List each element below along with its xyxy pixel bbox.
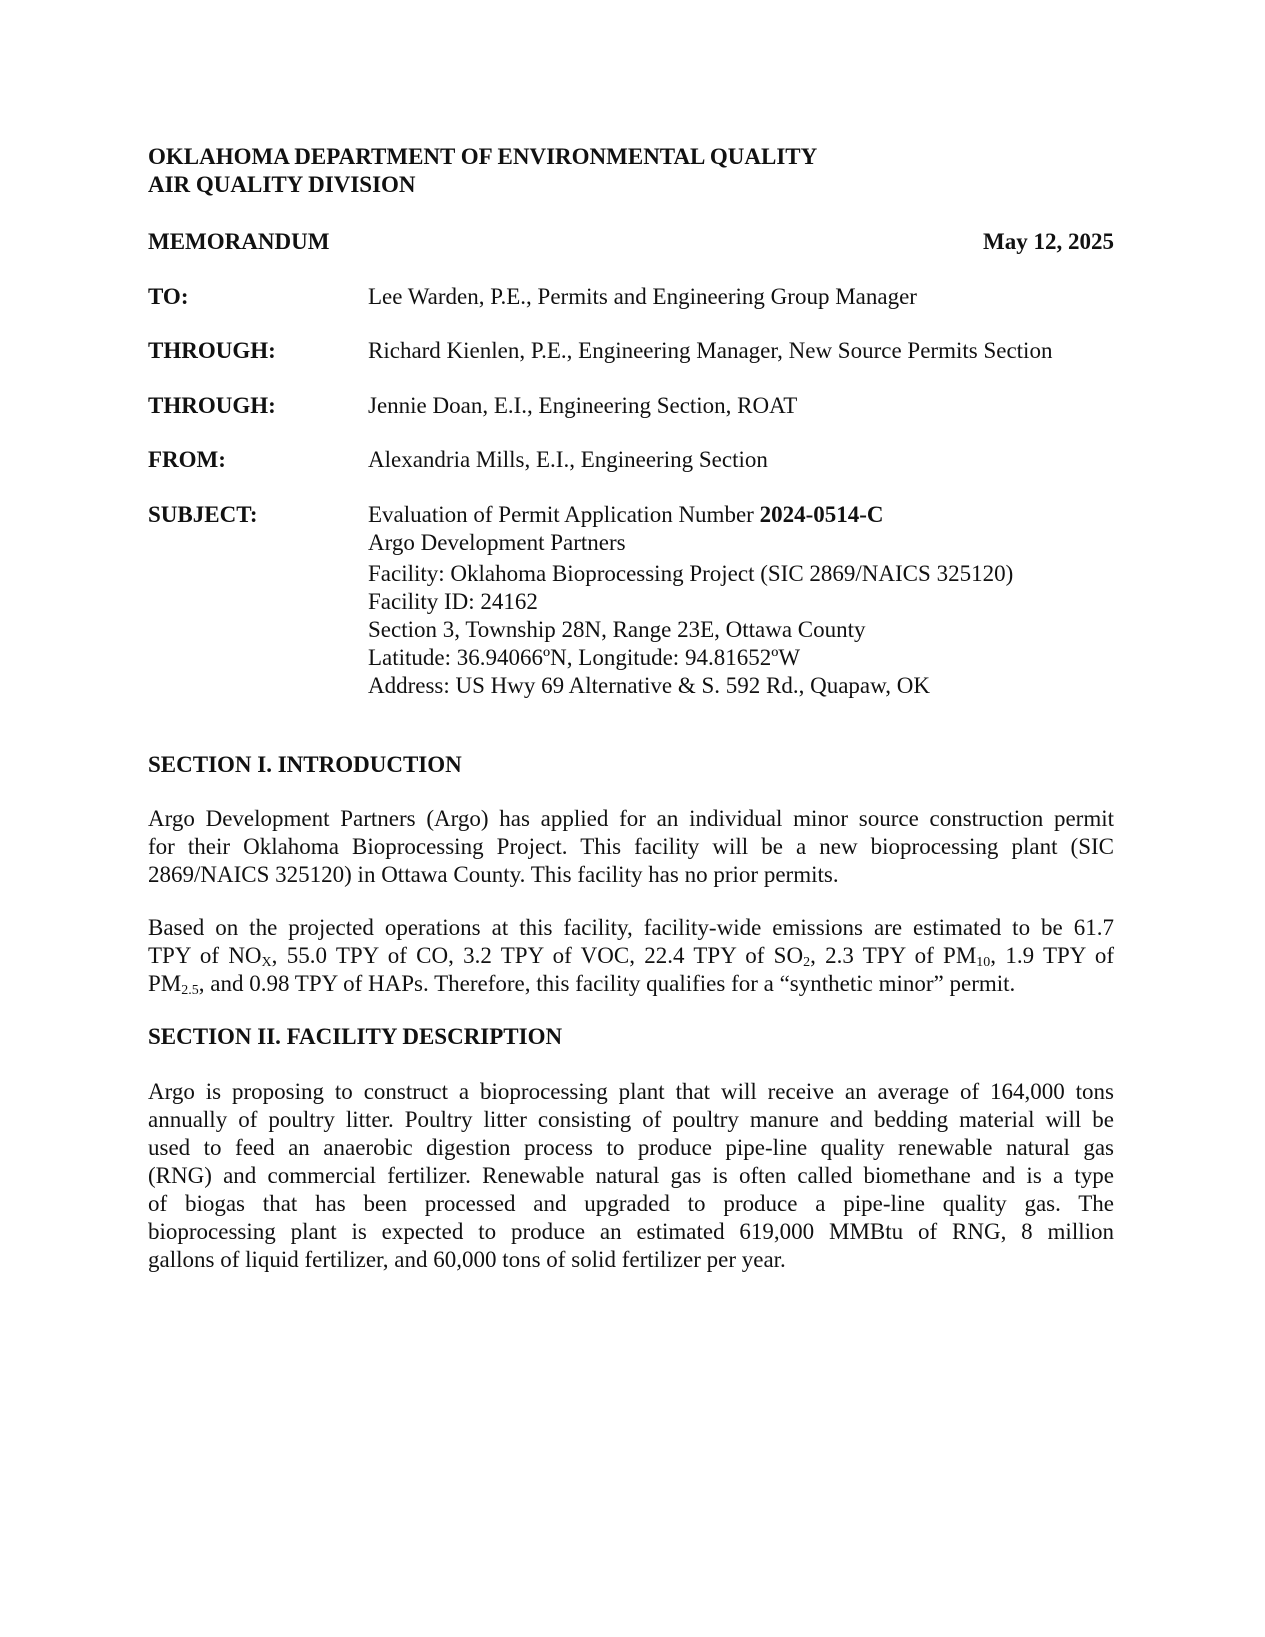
to-value: Lee Warden, P.E., Permits and Engineering Group Manager (368, 284, 917, 309)
section-1-paragraph-1: Argo Development Partners (Argo) has applied for an individual minor source construction permit for their Oklahoma Bioprocessing Project. This facility will be a new bioprocessing plant (SIC 2869/NAICS 325120) in Ottawa County. This facility has no prior permits. (148, 806, 1114, 887)
section-1-heading: SECTION I. INTRODUCTION (148, 752, 462, 777)
through-value-1: Richard Kienlen, P.E., Engineering Manager, New Source Permits Section (368, 338, 1053, 363)
memo-label: MEMORANDUM (148, 229, 330, 254)
section-1-paragraph-2: Based on the projected operations at this facility, facility-wide emissions are estimated to be 61.7 TPY of $NO_X$, 55.0 TPY of CO, 3.2 TPY of VOC, 22.4 TPY of $SO_2$, 2.3 TPY of $PM_{10}$, 1.9 TPY of $PM_{2.5}$, and 0.98 TPY of HAPs. Therefore, this facility qualifies for a “synthetic minor” permit. (148, 915, 1114, 998)
section-2-paragraph-1: Argo is proposing to construct a bioprocessing plant that will receive an average of 164,000 tons annually of poultry litter. Poultry litter consisting of poultry manure and bedding material will be used to feed an anaerobic digestion process to produce pipe-line quality renewable natural gas (RNG) and commercial fertilizer. Renewable natural gas is often called biomethane and is a type of biogas that has been processed and upgraded to produce a pipe-line quality gas. The bioprocessing plant is expected to produce an estimated 619,000 MMBtu of RNG, 8 million gallons of liquid fertilizer, and 60,000 tons of solid fertilizer per year. (148, 1079, 1114, 1272)
subject-coordinates: Latitude: 36.94066ºN, Longitude: 94.81652ºW (368, 645, 801, 670)
division-title: AIR QUALITY DIVISION (148, 172, 416, 197)
agency-title: OKLAHOMA DEPARTMENT OF ENVIRONMENTAL QUALITY (148, 144, 818, 169)
from-value: Alexandria Mills, E.I., Engineering Section (368, 447, 768, 472)
subject-facility-id: Facility ID: 24162 (368, 589, 538, 614)
subject-location: Section 3, Township 28N, Range 23E, Ottawa County (368, 617, 866, 642)
subject-applicant: Argo Development Partners (368, 530, 626, 555)
subject-facility: Facility: Oklahoma Bioprocessing Project (SIC 2869/NAICS 325120) (368, 561, 1014, 586)
through-label-1: THROUGH: (148, 338, 276, 363)
subject-label: SUBJECT: (148, 502, 258, 527)
through-label-2: THROUGH: (148, 393, 276, 418)
subject-evaluation-line: Evaluation of Permit Application Number 2024-0514-C (368, 502, 884, 527)
from-label: FROM: (148, 447, 226, 472)
permit-number: 2024-0514-C (759, 502, 884, 527)
through-value-2: Jennie Doan, E.I., Engineering Section, ROAT (368, 393, 798, 418)
section-2-heading: SECTION II. FACILITY DESCRIPTION (148, 1024, 563, 1049)
subject-details (368, 501, 1013, 700)
memo-heading-row (148, 228, 1114, 256)
memo-date: May 12, 2025 (983, 229, 1114, 254)
subject-address: Address: US Hwy 69 Alternative & S. 592 Rd., Quapaw, OK (368, 673, 930, 698)
to-label: TO: (148, 284, 189, 309)
